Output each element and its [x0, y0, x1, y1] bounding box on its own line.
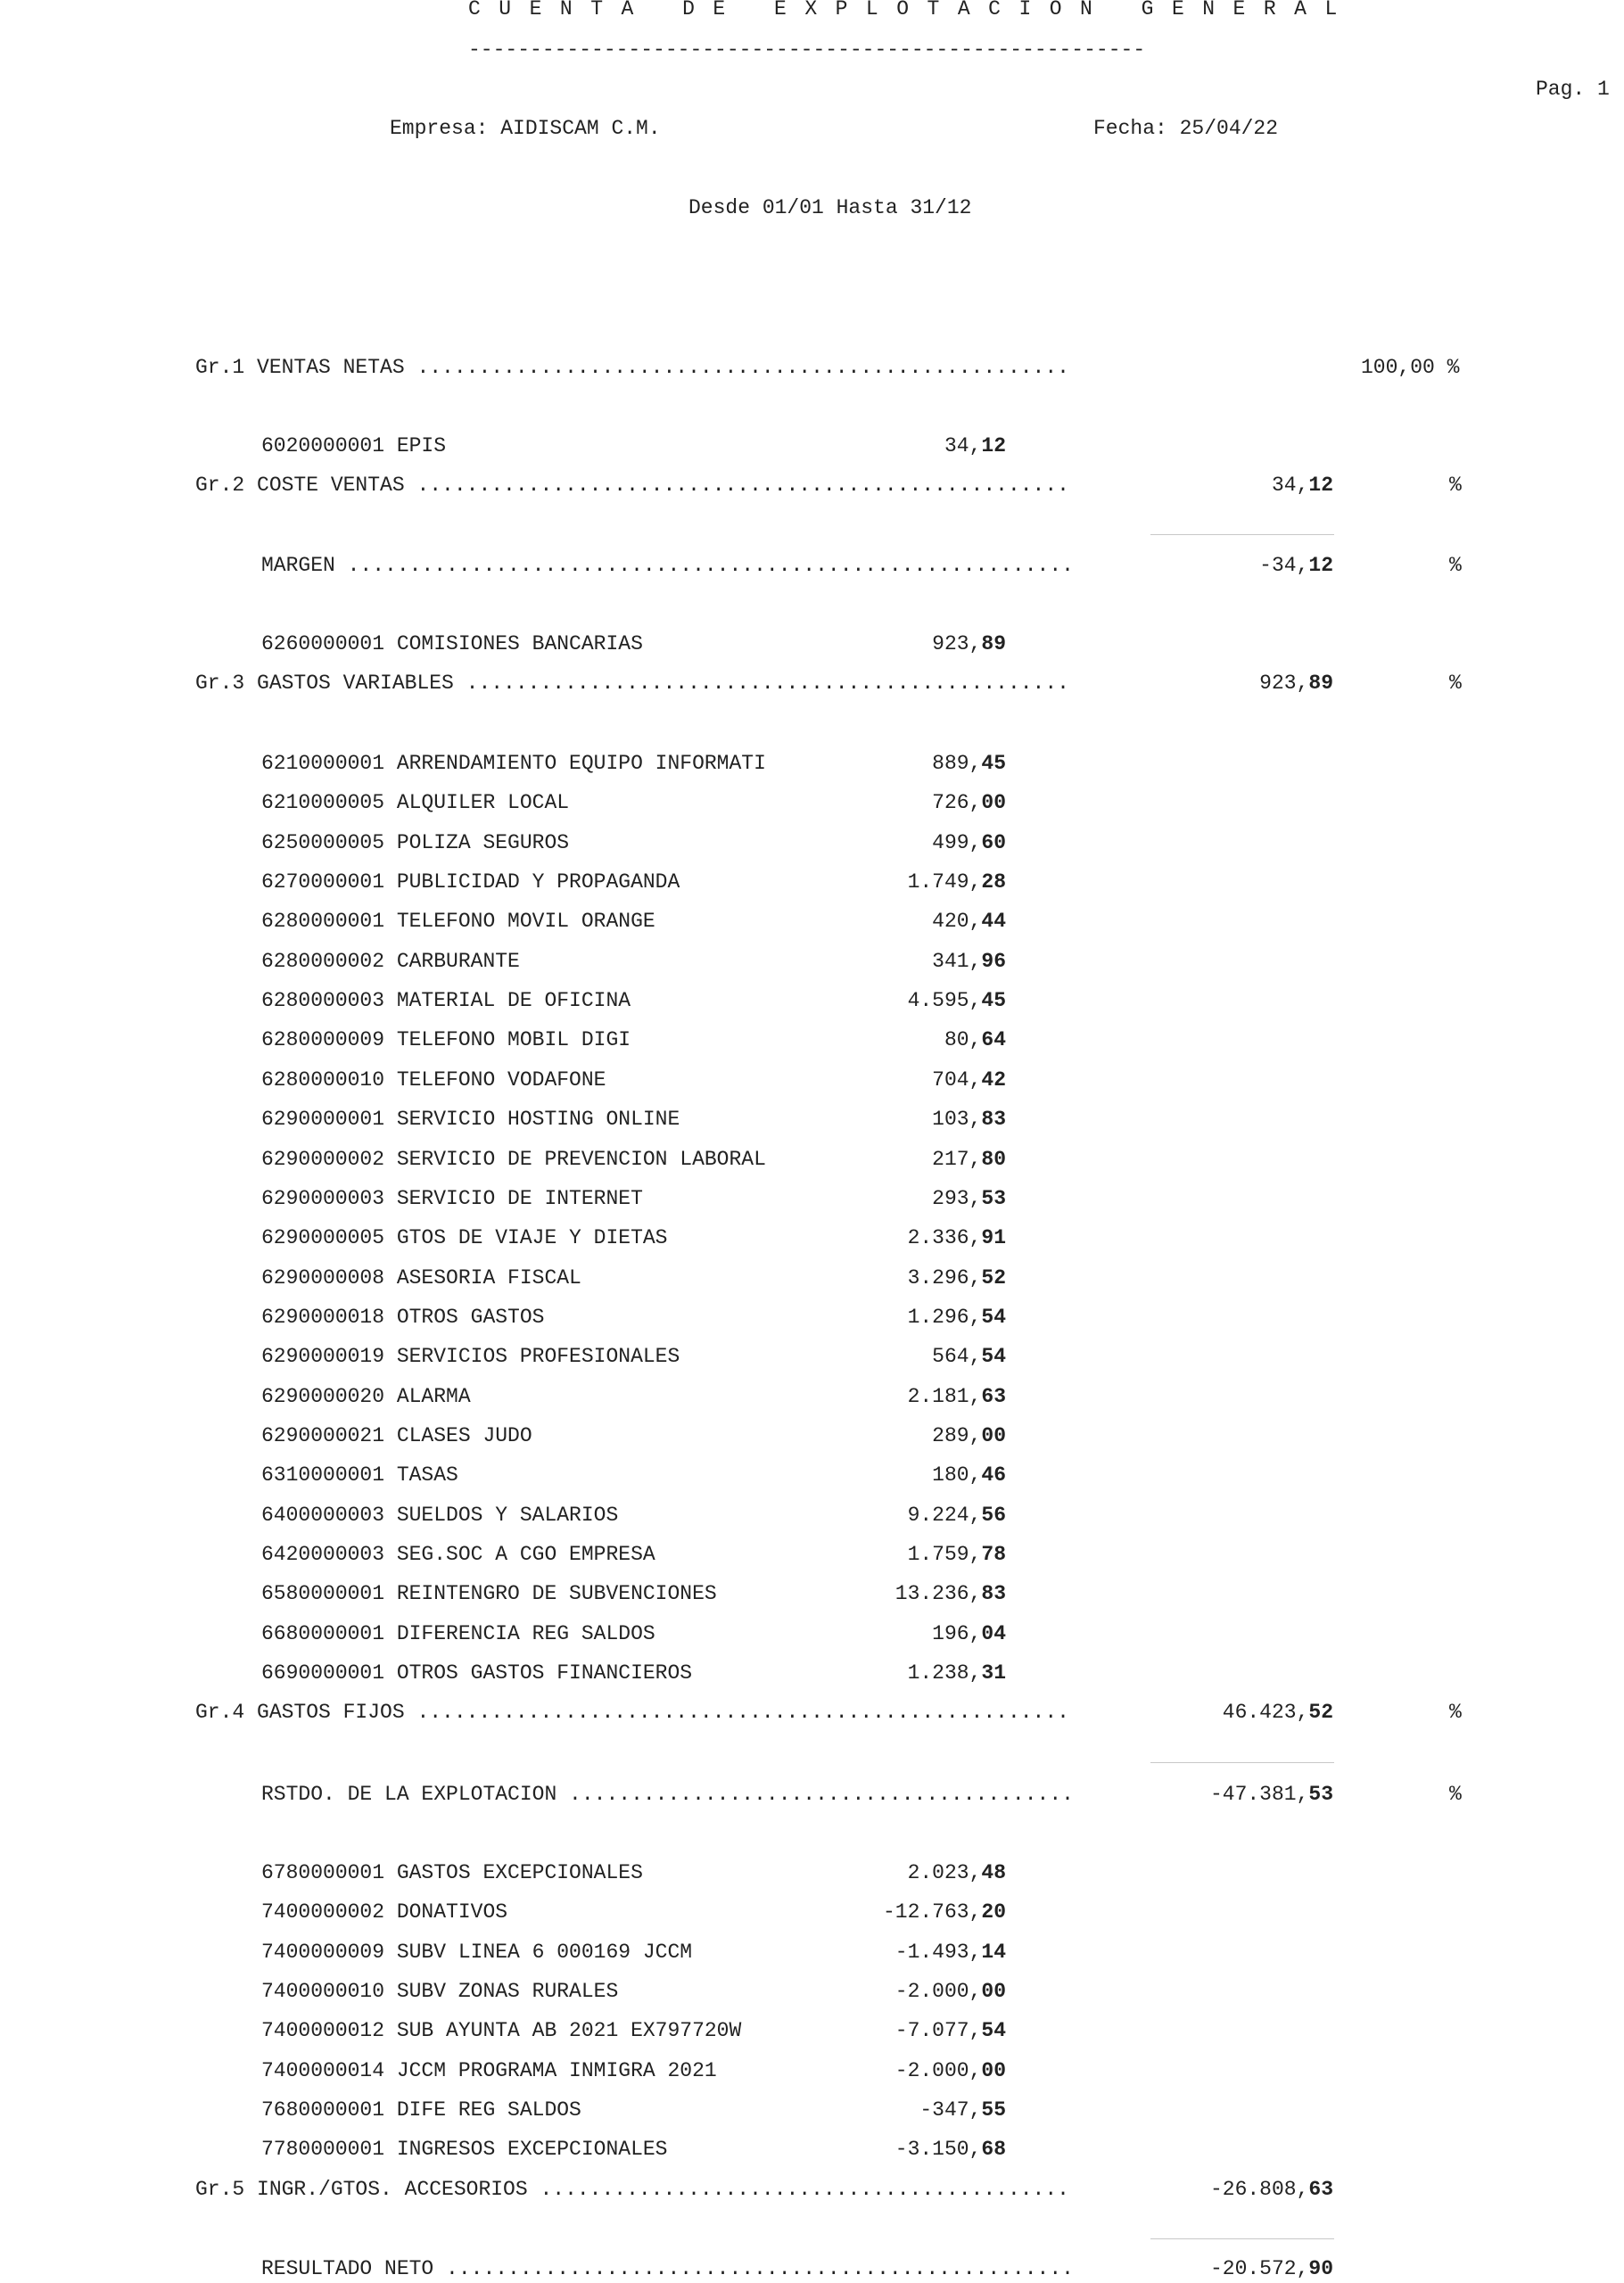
- title-underline: -------------------------------------------------------: [468, 38, 1146, 62]
- gr3-percent: %: [1449, 672, 1462, 696]
- gr2-percent: %: [1449, 474, 1462, 498]
- gr4-item-amount: 3.296,52: [907, 1265, 1006, 1290]
- gr4-item-account: 6210000005 ALQUILER LOCAL: [261, 791, 570, 815]
- margen-label: MARGEN ...........................................................: [261, 554, 1074, 577]
- gr4-item-amount: 13.236,83: [894, 1582, 1006, 1606]
- rstdo-rule: [1150, 1762, 1334, 1763]
- rstdo-label: RSTDO. DE LA EXPLOTACION .........................................: [261, 1783, 1074, 1806]
- gr5-item-amount: -12.763,20: [882, 1900, 1006, 1924]
- gr4-item-amount: 341,96: [932, 949, 1006, 973]
- gr4-item-account: 6290000021 CLASES JUDO: [261, 1423, 532, 1447]
- gr4-item-amount: 289,00: [932, 1423, 1006, 1447]
- margen-total: -34,12: [1259, 554, 1333, 577]
- gr4-item-account: 6290000005 GTOS DE VIAJE Y DIETAS: [261, 1226, 668, 1250]
- gr5-item-amount: -7.077,54: [894, 2019, 1006, 2043]
- gr4-item-amount: 293,53: [932, 1186, 1006, 1210]
- gr4-percent: %: [1449, 1701, 1462, 1725]
- neto-label: RESULTADO NETO ...................................................: [261, 2257, 1074, 2280]
- gr4-item-account: 6280000003 MATERIAL DE OFICINA: [261, 989, 631, 1013]
- gr4-item-account: 6310000001 TASAS: [261, 1463, 458, 1488]
- gr5-item-account: 7400000012 SUB AYUNTA AB 2021 EX797720W: [261, 2019, 742, 2043]
- gr5-item-account: 7400000002 DONATIVOS: [261, 1900, 508, 1924]
- gr4-item-account: 6420000003 SEG.SOC A CGO EMPRESA: [261, 1543, 655, 1566]
- gr4-item-amount: 889,45: [932, 752, 1006, 775]
- neto-total: -20.572,90: [1209, 2257, 1333, 2280]
- gr4-item-amount: 2.336,91: [907, 1226, 1006, 1250]
- gr5-total: -26.808,63: [1209, 2177, 1333, 2201]
- gr4-item-account: 6290000001 SERVICIO HOSTING ONLINE: [261, 1108, 680, 1132]
- gr4-item-amount: 499,60: [932, 830, 1006, 854]
- gr4-item-amount: 2.181,63: [907, 1384, 1006, 1408]
- gr3-total: 923,89: [1259, 672, 1333, 696]
- gr1-percent: 100,00 %: [1361, 356, 1460, 379]
- gr4-item-amount: 704,42: [932, 1067, 1006, 1092]
- gr2-total: 34,12: [1271, 474, 1333, 498]
- gr5-item-amount: -347,55: [919, 2098, 1006, 2122]
- gr4-item-amount: 4.595,45: [907, 989, 1006, 1013]
- gr4-item-account: 6290000003 SERVICIO DE INTERNET: [261, 1186, 643, 1210]
- margen-percent: %: [1449, 554, 1462, 577]
- gr5-item-amount: -2.000,00: [894, 1980, 1006, 2004]
- gr4-item-amount: 726,00: [932, 791, 1006, 815]
- gr5-item-account: 6780000001 GASTOS EXCEPCIONALES: [261, 1861, 643, 1884]
- gr5-item-amount: 2.023,48: [907, 1861, 1006, 1884]
- gr4-item-account: 6280000010 TELEFONO VODAFONE: [261, 1067, 606, 1092]
- gr2-item-amount: 34,12: [944, 434, 1006, 457]
- gr5-item-account: 7400000014 JCCM PROGRAMA INMIGRA 2021: [261, 2058, 717, 2082]
- gr5-item-account: 7400000009 SUBV LINEA 6 000169 JCCM: [261, 1940, 693, 1964]
- gr4-item-account: 6680000001 DIFERENCIA REG SALDOS: [261, 1621, 655, 1645]
- gr4-total: 46.423,52: [1222, 1701, 1333, 1725]
- gr4-item-account: 6580000001 REINTENGRO DE SUBVENCIONES: [261, 1582, 717, 1606]
- gr4-item-amount: 1.749,28: [907, 870, 1006, 894]
- gr3-label: Gr.3 GASTOS VARIABLES .................................................: [195, 672, 1069, 696]
- gr5-item-amount: -2.000,00: [894, 2058, 1006, 2082]
- gr4-item-amount: 180,46: [932, 1463, 1006, 1488]
- gr4-item-account: 6400000003 SUELDOS Y SALARIOS: [261, 1503, 619, 1527]
- gr3-item-account: 6260000001 COMISIONES BANCARIAS: [261, 632, 643, 655]
- gr4-item-amount: 196,04: [932, 1621, 1006, 1645]
- gr4-item-account: 6290000002 SERVICIO DE PREVENCION LABORAL: [261, 1147, 766, 1171]
- gr4-item-amount: 420,44: [932, 910, 1006, 934]
- gr4-item-account: 6290000018 OTROS GASTOS: [261, 1305, 545, 1329]
- gr4-item-account: 6690000001 OTROS GASTOS FINANCIEROS: [261, 1661, 693, 1685]
- gr4-item-account: 6290000019 SERVICIOS PROFESIONALES: [261, 1345, 680, 1369]
- gr4-item-amount: 9.224,56: [907, 1503, 1006, 1527]
- gr2-item-account: 6020000001 EPIS: [261, 434, 447, 457]
- gr2-label: Gr.2 COSTE VENTAS .....................................................: [195, 474, 1069, 498]
- gr4-item-amount: 1.238,31: [907, 1661, 1006, 1685]
- gr4-item-amount: 1.759,78: [907, 1543, 1006, 1566]
- company-name: Empresa: AIDISCAM C.M.: [390, 117, 661, 140]
- page-number: Pag. 1: [1536, 78, 1610, 101]
- gr4-item-account: 6290000020 ALARMA: [261, 1384, 471, 1408]
- gr4-item-account: 6280000002 CARBURANTE: [261, 949, 520, 973]
- gr4-item-account: 6250000005 POLIZA SEGUROS: [261, 830, 570, 854]
- gr4-item-amount: 80,64: [944, 1028, 1006, 1052]
- gr4-item-amount: 564,54: [932, 1345, 1006, 1369]
- gr4-item-account: 6290000008 ASESORIA FISCAL: [261, 1265, 581, 1290]
- gr4-item-amount: 217,80: [932, 1147, 1006, 1171]
- gr4-item-amount: 103,83: [932, 1108, 1006, 1132]
- gr5-item-amount: -1.493,14: [894, 1940, 1006, 1964]
- gr5-item-account: 7400000010 SUBV ZONAS RURALES: [261, 1980, 619, 2004]
- margen-rule: [1150, 534, 1334, 535]
- gr4-item-account: 6280000009 TELEFONO MOBIL DIGI: [261, 1028, 631, 1052]
- gr5-item-account: 7680000001 DIFE REG SALDOS: [261, 2098, 581, 2122]
- gr5-item-account: 7780000001 INGRESOS EXCEPCIONALES: [261, 2138, 668, 2162]
- gr5-item-amount: -3.150,68: [894, 2138, 1006, 2162]
- rstdo-percent: %: [1449, 1783, 1462, 1806]
- report-title: CUENTA DE EXPLOTACION GENERAL: [468, 0, 1356, 21]
- gr4-label: Gr.4 GASTOS FIJOS .....................................................: [195, 1701, 1069, 1725]
- report-period: Desde 01/01 Hasta 31/12: [688, 196, 972, 219]
- gr3-item-amount: 923,89: [932, 632, 1006, 655]
- report-date: Fecha: 25/04/22: [1093, 117, 1279, 140]
- gr4-item-account: 6210000001 ARRENDAMIENTO EQUIPO INFORMATI: [261, 752, 766, 775]
- rstdo-total: -47.381,53: [1209, 1783, 1333, 1806]
- neto-rule: [1150, 2238, 1334, 2239]
- gr4-item-account: 6270000001 PUBLICIDAD Y PROPAGANDA: [261, 870, 680, 894]
- gr4-item-amount: 1.296,54: [907, 1305, 1006, 1329]
- gr5-label: Gr.5 INGR./GTOS. ACCESORIOS ...........................................: [195, 2177, 1069, 2201]
- gr1-label: Gr.1 VENTAS NETAS .....................................................: [195, 356, 1069, 379]
- gr4-item-account: 6280000001 TELEFONO MOVIL ORANGE: [261, 910, 655, 934]
